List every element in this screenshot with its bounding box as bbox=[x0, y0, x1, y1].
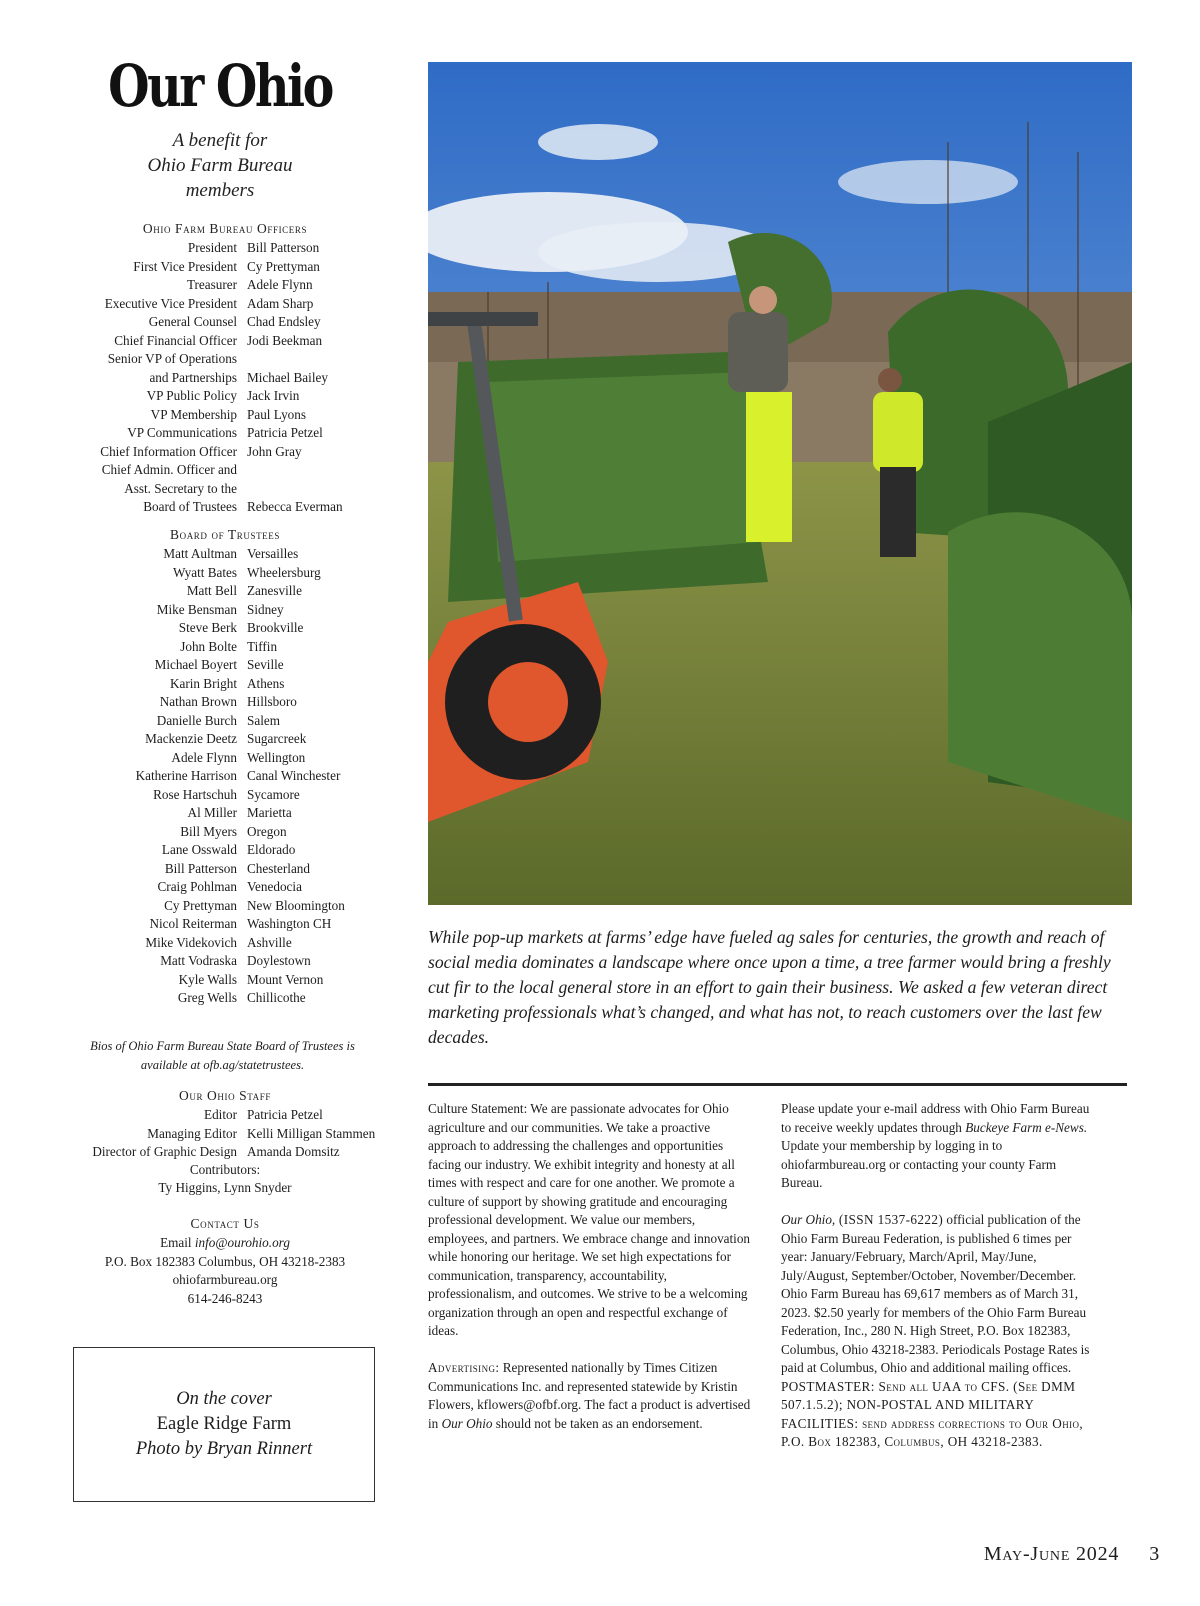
officer-row-role: Chief Information Officer bbox=[100, 443, 237, 459]
masthead-title: Our Ohio bbox=[108, 52, 332, 120]
trustee-row bbox=[60, 989, 400, 1008]
officer-row-role: VP Public Policy bbox=[146, 388, 237, 403]
officer-row bbox=[60, 369, 400, 388]
staff-row-role: Director of Graphic Design bbox=[92, 1144, 237, 1159]
trustee-row-name: Hillsboro bbox=[247, 694, 297, 709]
trustees-bios-note: Bios of Ohio Farm Bureau State Board of Trustees is available at ofb.ag/statetrustees. bbox=[90, 1039, 355, 1072]
trustee-row bbox=[60, 601, 400, 620]
trustee-row bbox=[60, 897, 400, 916]
staff-heading: Our Ohio Staff bbox=[179, 1088, 271, 1103]
trustee-row bbox=[60, 767, 400, 786]
trustee-row-name: Doylestown bbox=[247, 953, 311, 968]
officer-row-name: Michael Bailey bbox=[247, 369, 328, 385]
contact-block bbox=[70, 1234, 380, 1308]
staff-row-name: Amanda Domsitz bbox=[247, 1144, 340, 1159]
trustee-row bbox=[60, 638, 400, 657]
trustee-row bbox=[60, 952, 400, 971]
cover-info-box bbox=[73, 1347, 375, 1502]
officer-row-role: VP Communications bbox=[127, 425, 237, 440]
contributors-label: Contributors: bbox=[189, 1162, 261, 1177]
officer-row-name: Cy Prettyman bbox=[247, 258, 320, 274]
trustee-row-name: Brookville bbox=[247, 620, 304, 635]
trustee-row bbox=[60, 786, 400, 805]
advertising-pub: Our Ohio bbox=[441, 1415, 493, 1431]
trustee-row-name: Chillicothe bbox=[247, 990, 306, 1005]
officers-list bbox=[60, 239, 400, 517]
trustee-row-name: Wheelersburg bbox=[247, 564, 321, 580]
trustee-row-role: Lane Osswald bbox=[161, 842, 237, 857]
trustee-row-name: Canal Winchester bbox=[247, 768, 341, 783]
trustee-row-name: Wellington bbox=[247, 749, 306, 765]
cover-credit: Photo by Bryan Rinnert bbox=[135, 1439, 313, 1459]
trustee-row-name: Versailles bbox=[247, 546, 299, 561]
trustees-list bbox=[60, 545, 400, 1008]
advertising-text-end: should not be taken as an endorsement. bbox=[492, 1415, 703, 1431]
trustee-row-name: Athens bbox=[247, 675, 285, 691]
trustee-row-role: Steve Berk bbox=[178, 620, 237, 635]
trustee-row-name: Seville bbox=[247, 657, 284, 672]
staff-row bbox=[60, 1106, 400, 1125]
trustee-row bbox=[60, 915, 400, 934]
trustee-row-name: Oregon bbox=[247, 823, 287, 839]
advertising-notice bbox=[428, 1359, 753, 1433]
officer-row-role: President bbox=[187, 240, 237, 255]
trustee-row-name: Eldorado bbox=[247, 842, 296, 857]
trustee-row-name: Salem bbox=[247, 712, 280, 728]
staff-row-role: Editor bbox=[204, 1107, 237, 1122]
officer-row bbox=[60, 424, 400, 443]
officer-row-name: Adele Flynn bbox=[247, 277, 313, 292]
farm-photo bbox=[428, 62, 1132, 905]
trustee-row bbox=[60, 564, 400, 583]
trustee-row-role: Mike Videkovich bbox=[145, 934, 237, 950]
trustee-row-name: New Bloomington bbox=[247, 897, 345, 913]
officer-row-role: General Counsel bbox=[148, 314, 237, 329]
officer-row-name bbox=[247, 350, 400, 369]
trustee-row-role: Nathan Brown bbox=[159, 694, 237, 709]
trustee-row-role: Al Miller bbox=[187, 805, 237, 820]
officer-row-name: Chad Endsley bbox=[247, 314, 321, 329]
culture-column bbox=[428, 1100, 753, 1452]
officer-row-role: VP Membership bbox=[150, 406, 237, 422]
masthead-tagline bbox=[70, 128, 370, 203]
update-text: Please update your e-mail address with Ohio Farm Bureau to receive weekly updates through bbox=[781, 1101, 1090, 1135]
publication-issn: (ISSN 1537-6222) bbox=[835, 1212, 944, 1227]
trustee-row-name: Mount Vernon bbox=[247, 971, 324, 987]
officer-row bbox=[60, 498, 400, 517]
trustee-row bbox=[60, 823, 400, 842]
trustee-row-role: Wyatt Bates bbox=[172, 564, 237, 580]
officer-row-name: Adam Sharp bbox=[247, 295, 314, 311]
trustee-row-role: Cy Prettyman bbox=[164, 897, 237, 913]
trustee-row bbox=[60, 841, 400, 860]
officer-row-role: Asst. Secretary to the bbox=[124, 480, 237, 496]
cover-label: On the cover bbox=[176, 1389, 272, 1409]
email-link[interactable]: info@ourohio.org bbox=[194, 1235, 290, 1250]
officer-row-role: First Vice President bbox=[133, 258, 237, 274]
officer-row-name: Jodi Beekman bbox=[247, 332, 323, 348]
officer-row bbox=[60, 461, 400, 480]
trustee-row-name: Sidney bbox=[247, 601, 284, 617]
trustee-row bbox=[60, 675, 400, 694]
trustee-row-role: Mike Bensman bbox=[156, 601, 237, 617]
staff-row-name: Kelli Milligan Stammen bbox=[247, 1125, 376, 1141]
publication-column bbox=[781, 1100, 1096, 1470]
officer-row-name: Paul Lyons bbox=[247, 406, 306, 422]
advertising-text: Represented nationally by Times Citizen Communications Inc. and represented statewide by Kristin Flowers, kflowers@ofbf.org. The fact a product is advertised in bbox=[428, 1360, 751, 1431]
officer-row bbox=[60, 258, 400, 277]
trustee-row bbox=[60, 860, 400, 879]
cover-farm: Eagle Ridge Farm bbox=[156, 1414, 292, 1434]
trustee-row-name: Sugarcreek bbox=[247, 731, 307, 746]
trustee-row-name: Washington CH bbox=[247, 916, 332, 931]
tagline-line: A benefit for bbox=[172, 130, 268, 151]
publication-statement bbox=[781, 1211, 1096, 1452]
officer-row bbox=[60, 480, 400, 499]
trustee-row-role: Bill Patterson bbox=[164, 860, 237, 876]
officer-row-role: Treasurer bbox=[186, 277, 237, 292]
trustee-row-name: Chesterland bbox=[247, 860, 310, 876]
trustee-row-role: Kyle Walls bbox=[178, 971, 237, 987]
enews-name: Buckeye Farm e-News. bbox=[965, 1119, 1088, 1135]
trustee-row-role: Danielle Burch bbox=[156, 712, 237, 728]
trustee-row-role: Adele Flynn bbox=[171, 749, 237, 765]
officer-row bbox=[60, 387, 400, 406]
issue-date: May-June 2024 bbox=[983, 1543, 1120, 1565]
officer-row-name: John Gray bbox=[247, 443, 302, 459]
contact-address: P.O. Box 182383 Columbus, OH 43218-2383 bbox=[104, 1253, 346, 1269]
trustee-row bbox=[60, 582, 400, 601]
staff-list bbox=[60, 1106, 400, 1162]
page-footer bbox=[900, 1543, 1160, 1566]
photo-caption: While pop-up markets at farms’ edge have fueled ag sales for centuries, the growth and reach of social media dominates a landscape where once upon a time, a tree farmer would bring a freshly cut fir to the local general store in an effort to gain their business. We asked a few veteran direct marketing professionals what’s changed, and what has not, to reach customers over the last few decades. bbox=[428, 927, 1111, 1047]
contact-heading: Contact Us bbox=[190, 1216, 260, 1231]
officer-row-role: and Partnerships bbox=[149, 369, 237, 385]
update-notice bbox=[781, 1100, 1096, 1193]
trustee-row-role: Michael Boyert bbox=[154, 657, 237, 672]
trustee-row bbox=[60, 619, 400, 638]
trustee-row-name: Marietta bbox=[247, 805, 292, 820]
officer-row-role: Chief Admin. Officer and bbox=[101, 462, 237, 477]
trustee-row bbox=[60, 878, 400, 897]
trustee-row-role: Craig Pohlman bbox=[157, 879, 237, 894]
trustee-row bbox=[60, 804, 400, 823]
contact-phone: 614-246-8243 bbox=[187, 1290, 263, 1306]
trustee-row-name: Tiffin bbox=[247, 638, 278, 654]
section-divider bbox=[428, 1083, 1127, 1086]
trustee-row-role: Katherine Harrison bbox=[135, 768, 237, 783]
staff-row-name: Patricia Petzel bbox=[247, 1107, 323, 1122]
officer-row bbox=[60, 443, 400, 462]
trustee-row bbox=[60, 749, 400, 768]
officer-row-role: Board of Trustees bbox=[143, 499, 237, 514]
email-label: Email bbox=[160, 1235, 192, 1250]
trustee-row bbox=[60, 712, 400, 731]
tagline-line: members bbox=[185, 180, 255, 201]
staff-row bbox=[60, 1125, 400, 1144]
trustee-row bbox=[60, 934, 400, 953]
officer-row-role: Executive Vice President bbox=[104, 295, 237, 311]
officer-row-name: Bill Patterson bbox=[247, 240, 320, 255]
staff-row bbox=[60, 1143, 400, 1162]
publication-name: Our Ohio, bbox=[781, 1212, 836, 1227]
officer-row bbox=[60, 295, 400, 314]
trustee-row bbox=[60, 730, 400, 749]
officer-row-name: Patricia Petzel bbox=[247, 425, 323, 440]
officer-row bbox=[60, 350, 400, 369]
officer-row bbox=[60, 313, 400, 332]
officer-row bbox=[60, 406, 400, 425]
culture-statement: Culture Statement: We are passionate advocates for Ohio agriculture and our communities. We take a proactive approach to addressing the challenges and opportunities facing our industry. We exhibit integrity and honesty at all times with respect and care for one another. We promote a culture of support by showing gratitude and encouraging professional development. We value our members, employees, and partners. We embrace change and innovation while honoring our heritage. We set high expectations for communication, transparency, accountability, professionalism, and outcomes. We strive to be a welcoming organization through an open and respectful exchange of ideas. bbox=[428, 1101, 751, 1338]
update-text-end: Update your membership by logging in to ohiofarmbureau.org or contacting your county Farm Bureau. bbox=[781, 1138, 1057, 1190]
officers-heading: Ohio Farm Bureau Officers bbox=[142, 221, 308, 236]
trustee-row-role: Rose Hartschuh bbox=[153, 786, 237, 802]
contributors-names: Ty Higgins, Lynn Snyder bbox=[158, 1180, 292, 1195]
farm-photo-illustration bbox=[428, 62, 1132, 905]
publication-text: official publication of the Ohio Farm Bureau Federation, is published 6 times per year: January/February, March/April, May/June, July/August, September/October, November/December. Ohio Farm Bureau has 69,617 members as of March 31, 2023. $2.50 yearly for members of the Ohio Farm Bureau Federation, Inc., 280 N. High Street, P.O. Box 182383, Columbus, Ohio 43218-2383. Periodicals Postage Rates is paid at Columbus, Ohio and additional mailing offices. bbox=[781, 1212, 1090, 1375]
contact-email-line bbox=[70, 1234, 380, 1253]
trustee-row-name: Zanesville bbox=[247, 583, 302, 598]
officer-row bbox=[60, 332, 400, 351]
trustee-row-role: Matt Aultman bbox=[163, 546, 237, 561]
contact-website[interactable]: ohiofarmbureau.org bbox=[172, 1272, 278, 1287]
page-number: 3 bbox=[1149, 1543, 1160, 1565]
trustee-row-name: Sycamore bbox=[247, 786, 300, 802]
officer-row bbox=[60, 239, 400, 258]
trustee-row-role: Matt Vodraska bbox=[160, 953, 237, 968]
tagline-line: Ohio Farm Bureau bbox=[147, 155, 293, 176]
trustee-row-role: Nicol Reiterman bbox=[149, 916, 237, 931]
officer-row bbox=[60, 276, 400, 295]
trustee-row-role: Matt Bell bbox=[186, 583, 237, 598]
advertising-label: Advertising: bbox=[428, 1360, 500, 1375]
officer-row-name: Rebecca Everman bbox=[247, 499, 343, 514]
postmaster-notice: POSTMASTER: Send all UAA to CFS. (See DMM 507.1.5.2); NON-POSTAL AND MILITARY FACILITIES: send address corrections to Our Ohio, P.O. Box 182383, Columbus, OH 43218-2383. bbox=[781, 1378, 1084, 1449]
trustee-row-role: Karin Bright bbox=[169, 675, 237, 691]
trustee-row bbox=[60, 656, 400, 675]
trustee-row-role: Mackenzie Deetz bbox=[145, 731, 237, 746]
trustee-row-name: Ashville bbox=[247, 934, 292, 950]
officer-row-name: Jack Irvin bbox=[247, 388, 300, 403]
officer-row-role: Chief Financial Officer bbox=[114, 332, 237, 348]
trustee-row bbox=[60, 545, 400, 564]
officer-row-name bbox=[247, 480, 400, 499]
trustee-row-name: Venedocia bbox=[247, 879, 302, 894]
staff-row-role: Managing Editor bbox=[147, 1125, 237, 1141]
trustee-row-role: Greg Wells bbox=[177, 990, 237, 1005]
trustees-heading: Board of Trustees bbox=[170, 527, 280, 542]
trustee-row-role: Bill Myers bbox=[180, 823, 237, 839]
trustee-row bbox=[60, 971, 400, 990]
officer-row-name bbox=[247, 461, 400, 480]
officer-row-role: Senior VP of Operations bbox=[107, 351, 237, 366]
trustee-row-role: John Bolte bbox=[180, 638, 237, 654]
trustee-row bbox=[60, 693, 400, 712]
